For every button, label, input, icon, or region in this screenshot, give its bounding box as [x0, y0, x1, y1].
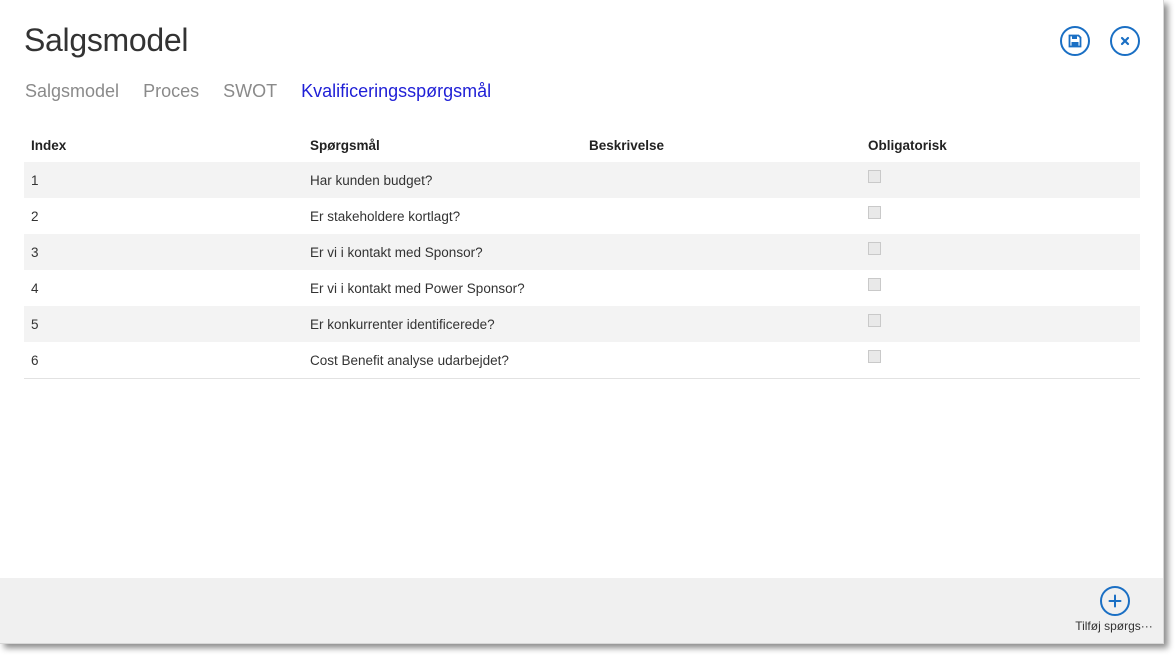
- tab-salgsmodel[interactable]: Salgsmodel: [25, 81, 120, 101]
- page-title: Salgsmodel: [24, 22, 189, 58]
- add-question-label[interactable]: Tilføj spørgs···: [1075, 619, 1153, 633]
- tab-kvalificeringsspoergsmaal[interactable]: Kvalificeringsspørgsmål: [301, 81, 492, 101]
- questions-table: [24, 128, 1140, 379]
- cell-mandatory: [861, 234, 1140, 270]
- cell-question: Har kunden budget?: [303, 162, 582, 198]
- cell-mandatory: [861, 342, 1140, 379]
- table-row[interactable]: [24, 306, 1140, 342]
- mandatory-checkbox[interactable]: [868, 278, 881, 291]
- table-row[interactable]: [24, 342, 1140, 379]
- table-row[interactable]: [24, 234, 1140, 270]
- cell-question: Er vi i kontakt med Sponsor?: [303, 234, 582, 270]
- cell-question: Cost Benefit analyse udarbejdet?: [303, 342, 582, 379]
- cell-mandatory: [861, 198, 1140, 234]
- plus-icon: [1108, 594, 1122, 608]
- cell-description: [582, 270, 861, 306]
- mandatory-checkbox[interactable]: [868, 206, 881, 219]
- cell-index: 3: [24, 234, 303, 270]
- cell-index: 5: [24, 306, 303, 342]
- mandatory-checkbox[interactable]: [868, 350, 881, 363]
- table-row[interactable]: [24, 162, 1140, 198]
- cell-index: 1: [24, 162, 303, 198]
- save-icon: [1068, 34, 1082, 48]
- cell-index: 6: [24, 342, 303, 379]
- table-header-row: [24, 128, 1140, 162]
- mandatory-checkbox[interactable]: [868, 314, 881, 327]
- cell-description: [582, 342, 861, 379]
- cell-question: Er stakeholdere kortlagt?: [310, 208, 461, 224]
- tab-bar: [25, 81, 491, 102]
- column-header-mandatory[interactable]: Obligatorisk: [868, 137, 947, 153]
- table-row[interactable]: [24, 270, 1140, 306]
- cell-index: 4: [31, 280, 39, 296]
- cell-index: 2: [31, 208, 39, 224]
- tab-swot[interactable]: SWOT: [223, 81, 278, 101]
- column-header-question[interactable]: Spørgsmål: [310, 137, 380, 153]
- mandatory-checkbox[interactable]: [868, 242, 881, 255]
- cell-description: [582, 306, 861, 342]
- cell-mandatory: [861, 270, 1140, 306]
- close-icon: [1119, 35, 1131, 47]
- cell-description: [582, 162, 861, 198]
- cell-description: [582, 198, 861, 234]
- cell-mandatory: [861, 162, 1140, 198]
- table-row[interactable]: [24, 198, 1140, 234]
- save-button[interactable]: [1060, 26, 1090, 56]
- tab-proces[interactable]: Proces: [143, 81, 200, 101]
- add-question-button[interactable]: [1100, 586, 1130, 616]
- close-button[interactable]: [1110, 26, 1140, 56]
- cell-description: [582, 234, 861, 270]
- cell-question: Er vi i kontakt med Power Sponsor?: [310, 280, 525, 296]
- cell-question: Er konkurrenter identificerede?: [303, 306, 582, 342]
- column-header-index[interactable]: Index: [31, 137, 67, 153]
- column-header-description[interactable]: Beskrivelse: [589, 137, 665, 153]
- cell-mandatory: [861, 306, 1140, 342]
- command-bar: [0, 578, 1163, 643]
- mandatory-checkbox[interactable]: [868, 170, 881, 183]
